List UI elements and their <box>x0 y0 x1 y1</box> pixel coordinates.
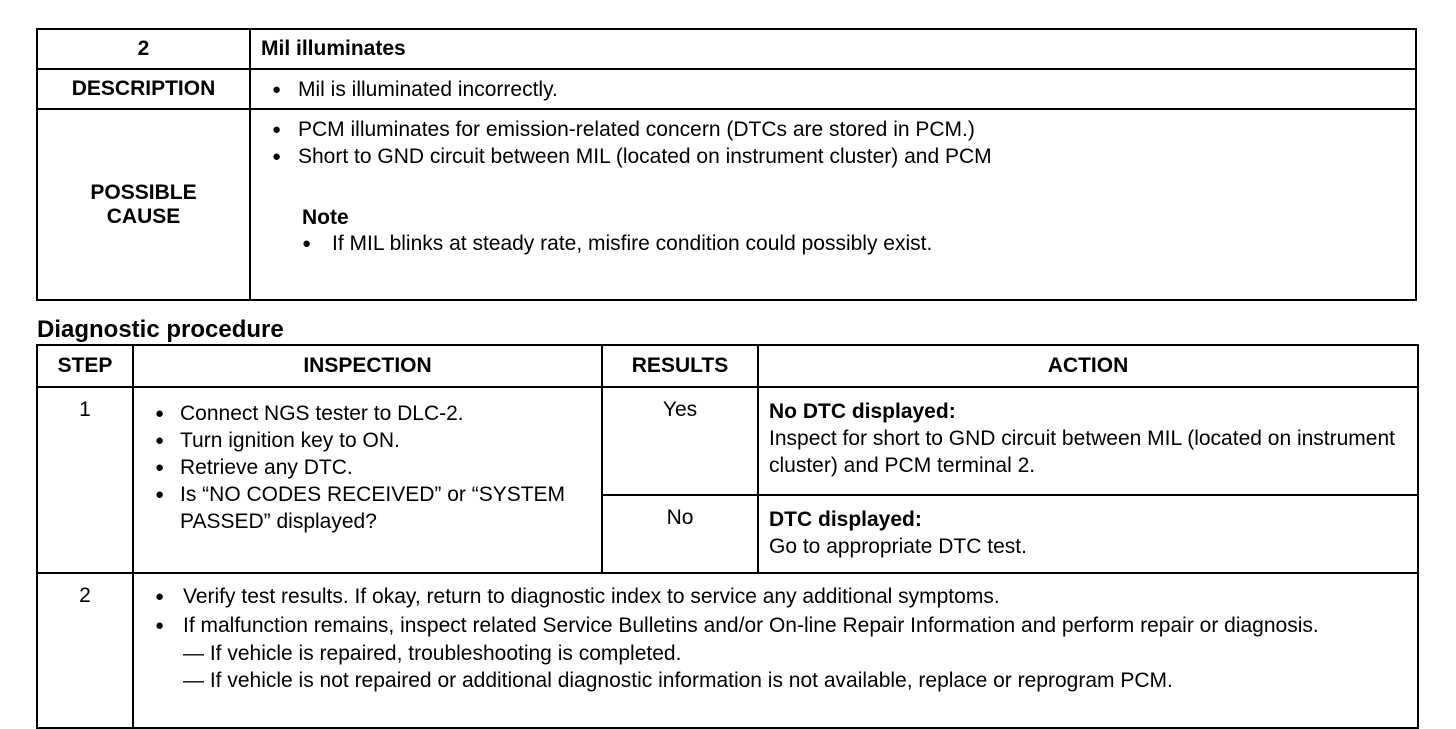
symptom-table <box>36 28 1417 301</box>
step2-item: ● Verify test results. If okay, return to diagnostic index to service any additional symptoms. <box>135 582 1416 611</box>
inspection-item: ● Connect NGS tester to DLC-2. <box>135 400 600 427</box>
step1-result-no: No <box>602 495 758 573</box>
step2-sub-item: — If vehicle is repaired, troubleshooting is completed. <box>183 642 682 665</box>
step2-number: 2 <box>37 573 133 728</box>
cause-item: ● PCM illuminates for emission-related concern (DTCs are stored in PCM.) <box>252 116 1414 143</box>
step2-sub-items <box>135 640 1416 694</box>
description-cell <box>250 69 1416 109</box>
possible-cause-label-line1: POSSIBLE <box>90 180 197 204</box>
possible-cause-label-line2: CAUSE <box>106 204 181 228</box>
description-row <box>37 69 1416 109</box>
header-results: RESULTS <box>602 345 758 387</box>
description-label: DESCRIPTION <box>37 69 250 109</box>
step2-sub-item: — If vehicle is not repaired or additional diagnostic information is not available, replace or reprogram PCM. <box>183 669 1173 692</box>
cause-item: ● Short to GND circuit between MIL (located on instrument cluster) and PCM <box>252 143 1414 170</box>
symptom-number: 2 <box>37 29 250 69</box>
diagnostic-header-row <box>37 345 1418 387</box>
action-yes-text: Inspect for short to GND circuit between MIL (located on instrument cluster) and PCM terminal 2. <box>769 427 1395 477</box>
step1-yes-row <box>37 387 1418 495</box>
inspection-item: ● Retrieve any DTC. <box>135 454 600 481</box>
step1-inspection <box>133 387 602 573</box>
possible-cause-row <box>37 109 1416 300</box>
step2-item: ● If malfunction remains, inspect related Service Bulletins and/or On-line Repair Information and perform repair or diagnosis. <box>135 611 1416 640</box>
inspection-item: ● Is “NO CODES RECEIVED” or “SYSTEM PASSED” displayed? <box>135 481 600 535</box>
description-item: ● Mil is illuminated incorrectly. <box>252 76 1414 103</box>
header-inspection: INSPECTION <box>133 345 602 387</box>
inspection-item: ● Turn ignition key to ON. <box>135 427 600 454</box>
symptom-title: Mil illuminates <box>250 29 1416 69</box>
step1-number: 1 <box>37 387 133 573</box>
diagnostic-procedure-table <box>36 344 1419 729</box>
diagnostic-procedure-heading: Diagnostic procedure <box>37 316 284 343</box>
symptom-header-row <box>37 29 1416 69</box>
possible-cause-label <box>37 109 250 300</box>
action-yes-title: No DTC displayed: <box>769 400 956 423</box>
action-no-text: Go to appropriate DTC test. <box>769 535 1027 558</box>
step1-result-yes: Yes <box>602 387 758 495</box>
note-item: ● If MIL blinks at steady rate, misfire condition could possibly exist. <box>302 230 1414 257</box>
action-no-title: DTC displayed: <box>769 508 922 531</box>
possible-cause-cell <box>250 109 1416 300</box>
header-step: STEP <box>37 345 133 387</box>
step1-action-yes <box>758 387 1418 495</box>
note-title: Note <box>302 206 349 229</box>
step1-action-no <box>758 495 1418 573</box>
step2-row <box>37 573 1418 728</box>
header-action: ACTION <box>758 345 1418 387</box>
note-block <box>252 206 1414 257</box>
step2-content <box>133 573 1418 728</box>
